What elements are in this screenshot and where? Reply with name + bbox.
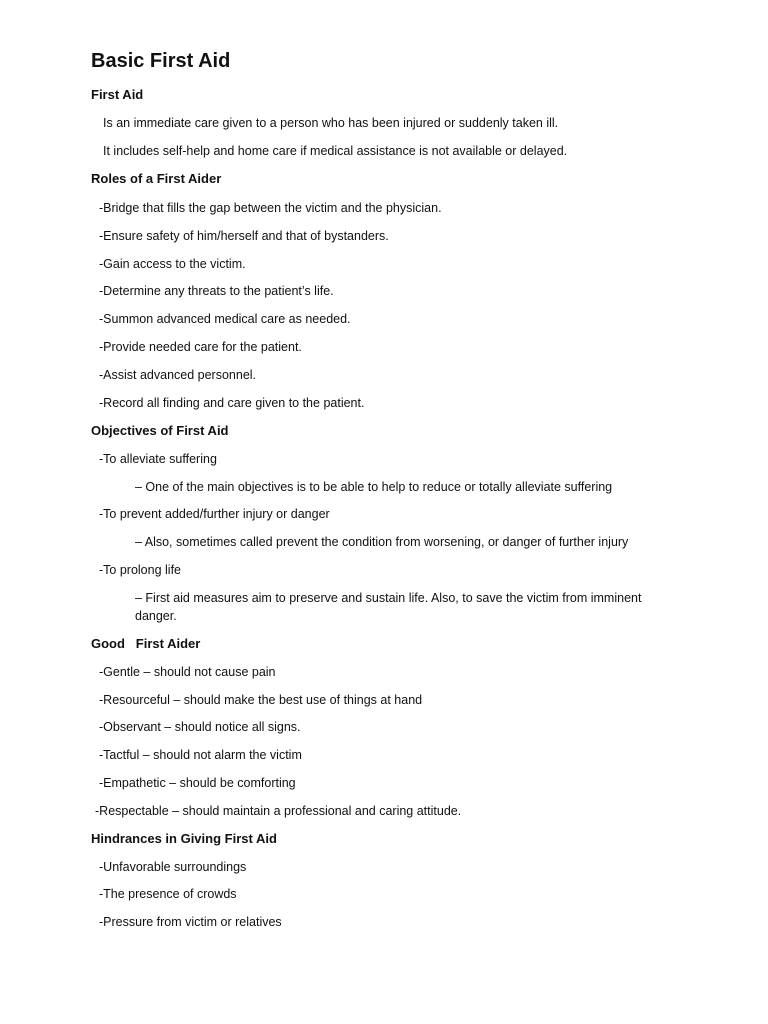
list-item: -Summon advanced medical care as needed.	[99, 312, 351, 326]
list-item: -Pressure from victim or relatives	[99, 915, 282, 929]
list-item: -Respectable – should maintain a professional and caring attitude.	[95, 804, 462, 818]
section-heading-roles: Roles of a First Aider	[91, 171, 222, 186]
list-item: -Determine any threats to the patient’s life.	[99, 284, 334, 298]
section-heading-hindrances: Hindrances in Giving First Aid	[91, 831, 277, 846]
objective-detail: – First aid measures aim to preserve and sustain life. Also, to save the victim from imminent danger.	[135, 591, 642, 623]
list-item: -Gain access to the victim.	[99, 257, 246, 271]
list-item: -Resourceful – should make the best use of things at hand	[99, 693, 423, 707]
objective-detail: – One of the main objectives is to be able to help to reduce or totally alleviate suffering	[135, 480, 613, 494]
list-item: -The presence of crowds	[99, 887, 237, 901]
objective-detail: – Also, sometimes called prevent the condition from worsening, or danger of further injury	[135, 535, 629, 549]
list-item: -Tactful – should not alarm the victim	[99, 748, 302, 762]
list-item: -Gentle – should not cause pain	[99, 665, 276, 679]
list-item: -Unfavorable surroundings	[99, 860, 247, 874]
list-item: -Record all finding and care given to the patient.	[99, 396, 365, 410]
objective-label: -To prevent added/further injury or danger	[99, 507, 330, 521]
section-heading-first-aid: First Aid	[91, 87, 144, 102]
paragraph-line: Is an immediate care given to a person who has been injured or suddenly taken ill.	[103, 116, 559, 130]
objective-label: -To prolong life	[99, 563, 181, 577]
list-item: -Ensure safety of him/herself and that of bystanders.	[99, 229, 389, 243]
page-title: Basic First Aid	[91, 50, 231, 72]
objective-label: -To alleviate suffering	[99, 452, 217, 466]
section-heading-good-first-aider: Good First Aider	[91, 636, 201, 651]
list-item: -Bridge that fills the gap between the victim and the physician.	[99, 201, 442, 215]
list-item: -Provide needed care for the patient.	[99, 340, 302, 354]
list-item: -Empathetic – should be comforting	[99, 776, 296, 790]
list-item: -Observant – should notice all signs.	[99, 720, 301, 734]
list-item: -Assist advanced personnel.	[99, 368, 257, 382]
paragraph-line: It includes self-help and home care if medical assistance is not available or delayed.	[103, 144, 568, 158]
section-heading-objectives: Objectives of First Aid	[91, 423, 229, 438]
